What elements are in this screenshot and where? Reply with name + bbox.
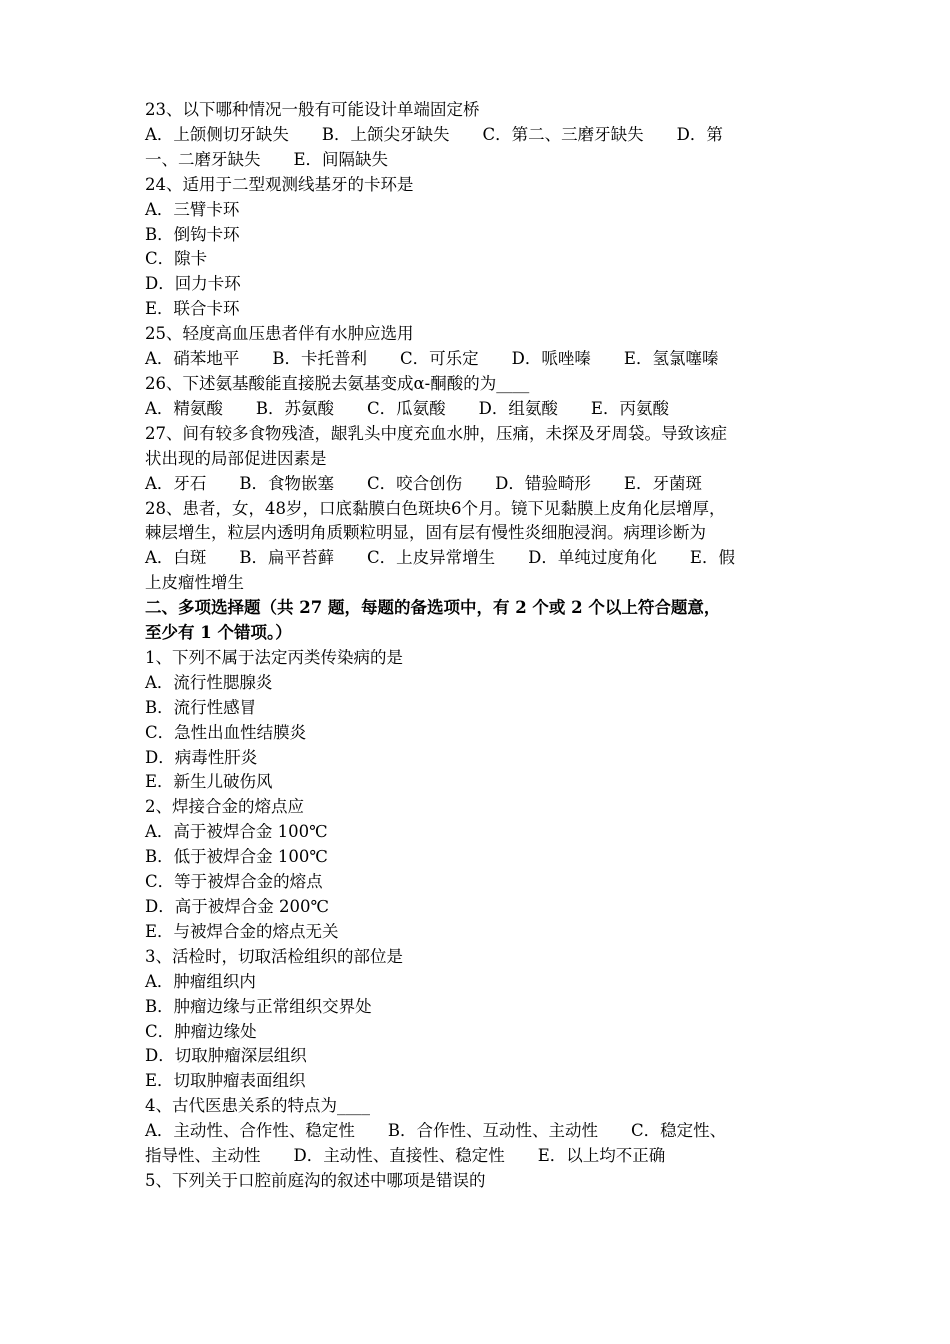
question-24-option-a: A．三臂卡环 xyxy=(145,199,240,219)
question-24-option-e: E．联合卡环 xyxy=(145,299,240,319)
multi-question-3-option-e: E．切取肿瘤表面组织 xyxy=(145,1071,306,1091)
section-heading-line1: 二、多项选择题（共 27 题，每题的备选项中，有 2 个或 2 个以上符合题意， xyxy=(145,598,721,618)
question-27-options: A．牙石 B．食物嵌塞 C．咬合创伤 D．错验畸形 E．牙菌斑 xyxy=(145,473,702,493)
multi-question-4-options-line1: A．主动性、合作性、稳定性 B．合作性、互动性、主动性 C．稳定性、 xyxy=(145,1121,727,1141)
multi-question-3-stem: 3、活检时，切取活检组织的部位是 xyxy=(145,946,403,966)
multi-question-2-option-e: E．与被焊合金的熔点无关 xyxy=(145,921,339,941)
multi-question-3-option-c: C．肿瘤边缘处 xyxy=(145,1021,257,1041)
question-27-stem-line1: 27、间有较多食物残渣，龈乳头中度充血水肿，压痛，未探及牙周袋。导致该症 xyxy=(145,423,727,443)
question-24-option-b: B．倒钩卡环 xyxy=(145,224,240,244)
multi-question-3-option-d: D．切取肿瘤深层组织 xyxy=(145,1046,307,1066)
multi-question-2-option-c: C．等于被焊合金的熔点 xyxy=(145,872,323,892)
question-26-options: A．精氨酸 B．苏氨酸 C．瓜氨酸 D．组氨酸 E．丙氨酸 xyxy=(145,398,669,418)
question-23-stem: 23、以下哪种情况一般有可能设计单端固定桥 xyxy=(145,100,480,119)
question-24-option-c: C．隙卡 xyxy=(145,249,208,269)
multi-question-1-option-a: A．流行性腮腺炎 xyxy=(145,672,273,692)
multi-question-1-stem: 1、下列不属于法定丙类传染病的是 xyxy=(145,647,403,667)
question-23-options-line1: A．上颌侧切牙缺失 B．上颌尖牙缺失 C．第二、三磨牙缺失 D．第 xyxy=(145,124,723,144)
question-28-stem-line1: 28、患者，女，48岁，口底黏膜白色斑块6个月。镜下见黏膜上皮角化层增厚， xyxy=(145,498,726,518)
multi-question-1-option-d: D．病毒性肝炎 xyxy=(145,747,258,767)
question-24-stem: 24、适用于二型观测线基牙的卡环是 xyxy=(145,174,414,194)
question-28-options-line2: 上皮瘤性增生 xyxy=(145,573,244,593)
multi-question-1-option-c: C．急性出血性结膜炎 xyxy=(145,722,307,742)
multi-question-3-option-a: A．肿瘤组织内 xyxy=(145,971,256,991)
multi-question-2-option-a: A．高于被焊合金 100℃ xyxy=(145,822,328,842)
question-24-option-d: D．回力卡环 xyxy=(145,274,241,294)
question-23-options-line2: 一、二磨牙缺失 E．间隔缺失 xyxy=(145,149,389,169)
question-28-stem-line2: 棘层增生，粒层内透明角质颗粒明显，固有层有慢性炎细胞浸润。病理诊断为 xyxy=(145,523,706,543)
question-26-stem: 26、下述氨基酸能直接脱去氨基变成α-酮酸的为____ xyxy=(145,373,530,393)
multi-question-4-stem: 4、古代医患关系的特点为____ xyxy=(145,1096,370,1116)
section-heading-line2: 至少有 1 个错项。） xyxy=(145,623,292,643)
question-25-stem: 25、轻度高血压患者伴有水肿应选用 xyxy=(145,324,414,344)
multi-question-2-stem: 2、焊接合金的熔点应 xyxy=(145,797,304,817)
multi-question-1-option-e: E．新生儿破伤风 xyxy=(145,772,273,792)
question-27-stem-line2: 状出现的局部促进因素是 xyxy=(145,448,327,468)
multi-question-4-options-line2: 指导性、主动性 D．主动性、直接性、稳定性 E．以上均不正确 xyxy=(145,1146,666,1166)
multi-question-2-option-d: D．高于被焊合金 200℃ xyxy=(145,897,329,916)
multi-question-5-stem: 5、下列关于口腔前庭沟的叙述中哪项是错误的 xyxy=(145,1170,486,1190)
multi-question-1-option-b: B．流行性感冒 xyxy=(145,697,257,717)
question-25-options: A．硝苯地平 B．卡托普利 C．可乐定 D．哌唑嗪 E．氢氯噻嗪 xyxy=(145,349,719,369)
multi-question-2-option-b: B．低于被焊合金 100℃ xyxy=(145,847,328,867)
document-page xyxy=(145,98,810,1194)
question-28-options-line1: A．白斑 B．扁平苔藓 C．上皮异常增生 D．单纯过度角化 E．假 xyxy=(145,548,735,568)
multi-question-3-option-b: B．肿瘤边缘与正常组织交界处 xyxy=(145,996,372,1016)
